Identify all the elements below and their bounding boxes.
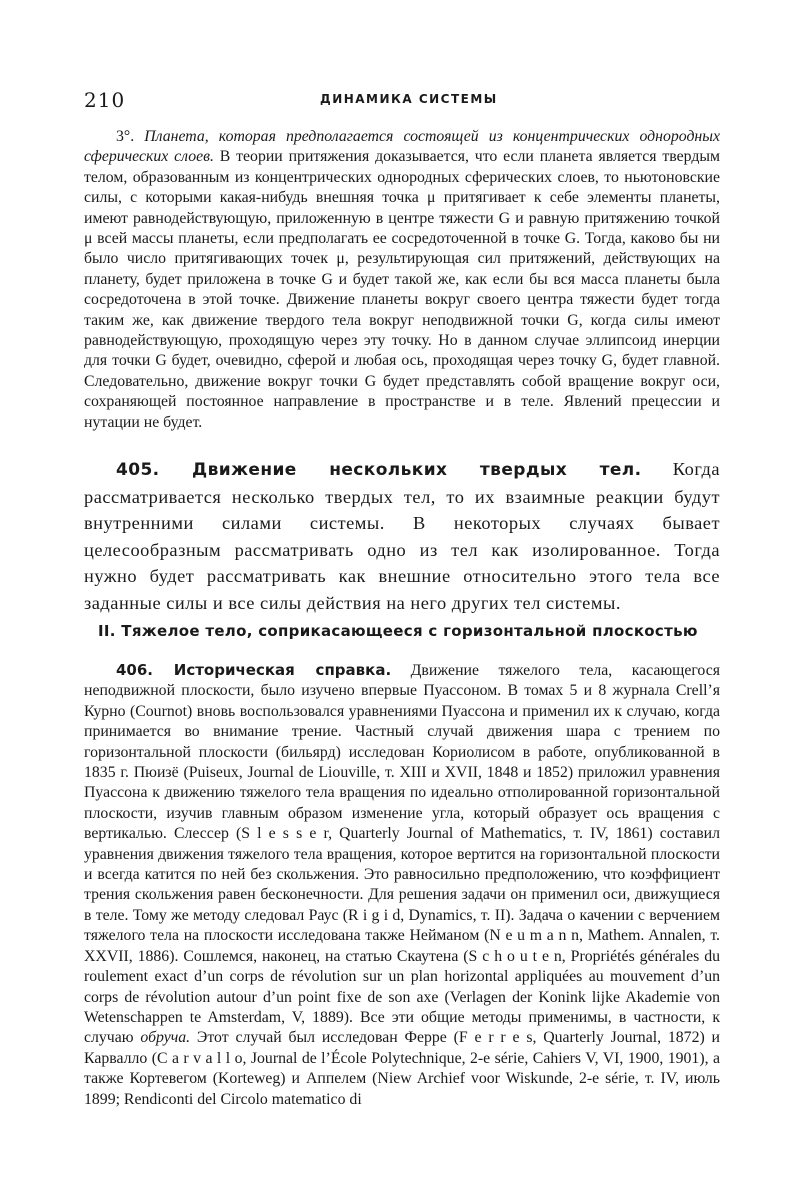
- section-405-block: [84, 456, 720, 617]
- section-406-emphasis: обруча.: [140, 1029, 191, 1047]
- running-head: ДИНАМИКА СИСТЕМЫ: [320, 92, 498, 106]
- section-406-text-b: Этот случай был исследован Ферре (F e r r e s, Quarterly Journal, 1872) и Карвалло (C a r v a l l o, Journal de l’École Polytechnique, 2-e série, Cahiers V, VI, 1900, 1901), а также Кортевегом (Korteweg) и Аппелем (Niew Archief voor Wiskunde, 2-e série, т. IV, июль 1899; Rendiconti del Circolo matematico di: [84, 1029, 720, 1108]
- section-405-heading: 405. Движение нескольких твердых тел.: [116, 460, 642, 480]
- item-3-text: В теории притяжения доказывается, что если планета является твердым телом, образованным из концентрических однородных сферических слоев, то ньютоновские силы, с которыми какая-нибудь внешняя точка μ притягивает к себе элементы планеты, имеют равнодействующую, приложенную в центре тяжести G и равную притяжению точкой μ всей массы планеты, если предполагать ее сосредоточенной в точке G. Тогда, каково бы ни было число притягивающих точек μ, результирующая сил притяжений, действующих на планету, будет приложена в точке G и будет такой же, как если бы вся масса планеты была сосредоточена в этой точке. Движение планеты вокруг своего центра тяжести будет тогда таким же, как движение твердого тела вокруг неподвижной точки G, когда силы имеют равнодействующую, проходящую через эту точку. Но в данном случае эллипсоид инерции для точки G будет, очевидно, сферой и любая ось, проходящая через точку G, будет главной. Следовательно, движение вокруг точки G будет представлять собой вращение вокруг оси, сохраняющей постоянное направление в пространстве и в теле. Явлений прецессии и нутации не будет.: [84, 148, 720, 431]
- section-406-text-a: Движение тяжелого тела, касающегося неподвижной плоскости, было изучено впервые Пуассоном. В томах 5 и 8 журнала Crell’я Курно (Cournot) вновь воспользовался уравнениями Пуассона и применил их к случаю, когда принимается во внимание трение. Частный случай движения шара с трением по горизонтальной плоскости (бильярд) исследован Кориолисом в работе, опубликованной в 1835 г. Пюизё (Puiseux, Journal de Liouville, т. XIII и XVII, 1848 и 1852) приложил уравнения Пуассона к движению тяжелого тела вращения по идеально отполированной горизонтальной плоскости, изучив главным образом изменение угла, который образует ось вращения с вертикалью. Слессер (S l e s s e r, Quarterly Journal of Mathematics, т. IV, 1861) составил уравнения движения тяжелого тела вращения, которое вертится на горизонтальной плоскости и всегда катится по ней без скольжения. Это равносильно предположению, что коэффициент трения скольжения равен бесконечности. Для решения задачи он применил оси, движущиеся в теле. Тому же методу следовал Раус (R i g i d, Dynamics, т. II). Задача о качении с верчением тяжелого тела на плоскости исследована также Нейманом (N e u m a n n, Mathem. Annalen, т. XXVII, 1886). Сошлемся, наконец, на статью Скаутена (S c h o u t e n, Propriétés générales du roulement exact d’un corps de révolution sur un plan horizontal appliquées au mouvement d’un corps de révolution autour d’un point fixe de son axe (Verlagen der Konink lijke Akademie von Wetenschappen te Amsterdam, V, 1889). Все эти общие методы применимы, в частности, к случаю: [84, 662, 720, 1047]
- item-3-title: Планета, которая предполагается состоящей из концентрических однородных сферических слоев.: [84, 128, 720, 166]
- subsection-title: II. Тяжелое тело, соприкасающееся с горизонтальной плоскостью: [98, 622, 698, 640]
- page-header: [84, 88, 718, 112]
- section-405-text: Когда рассматривается несколько твердых тел, то их взаимные реакции будут внутренними силами системы. В некоторых случаях бывает целесообразным рассматривать одно из тел как изолированное. Тогда нужно будет рассматривать как внешние относительно этого тела все заданные силы и все силы действия на него других тел системы.: [84, 459, 721, 613]
- page-number: 210: [84, 88, 126, 112]
- item-3-label: 3°.: [116, 128, 145, 145]
- section-405-paragraph: [84, 456, 720, 617]
- section-406-heading: 406. Историческая справка.: [116, 661, 392, 679]
- section-406-paragraph: [84, 660, 720, 1110]
- item-3-paragraph: [84, 127, 720, 433]
- item-3-block: [84, 127, 720, 433]
- section-406-block: [84, 660, 720, 1110]
